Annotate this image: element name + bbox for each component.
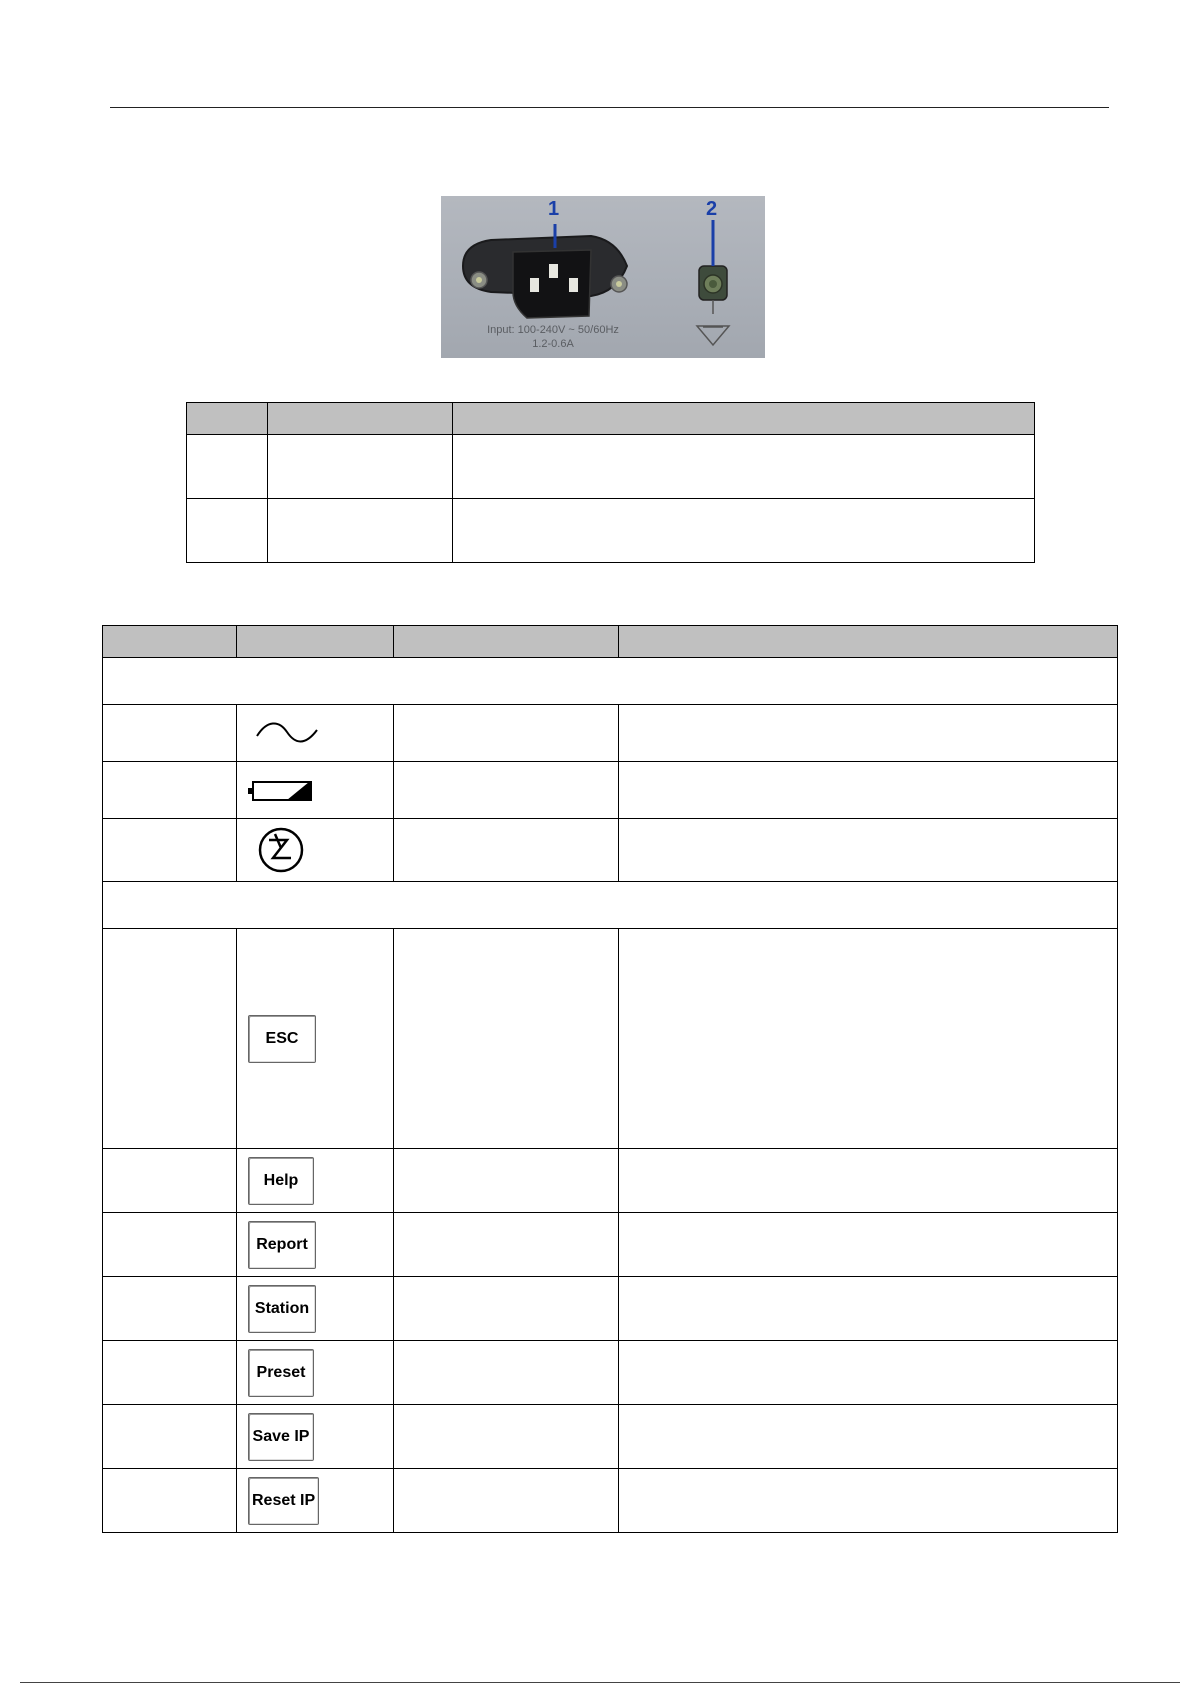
- table-header-row: [187, 403, 1035, 435]
- standby-icon: [257, 826, 307, 874]
- table-row: [103, 1277, 1118, 1341]
- table-row: [103, 819, 1118, 882]
- callout-1: 1: [548, 198, 560, 220]
- table-header-row: [103, 626, 1118, 658]
- help-key: Help: [248, 1157, 314, 1205]
- ac-power-symbol-icon: [253, 718, 323, 748]
- table-row: [103, 929, 1118, 1149]
- inlet-label-line2: 1.2-0.6A: [532, 338, 574, 350]
- header-rule: [110, 107, 1109, 108]
- save-ip-key: Save IP: [248, 1413, 314, 1461]
- header-cell: [453, 403, 1035, 435]
- footer-rule: [20, 1682, 1180, 1683]
- rear-panel-table: [186, 402, 1035, 563]
- table-row: [187, 499, 1035, 563]
- section-row: [103, 882, 1118, 929]
- front-panel-table: [102, 625, 1118, 1533]
- ground-symbol: [697, 326, 729, 345]
- preset-key: Preset: [248, 1349, 314, 1397]
- inlet-label-line1: Input: 100-240V ~ 50/60Hz: [487, 324, 619, 336]
- table-row: [103, 1149, 1118, 1213]
- callout-2: 2: [706, 198, 718, 220]
- table-row: [187, 435, 1035, 499]
- table-row: [103, 705, 1118, 762]
- table-row: [103, 1213, 1118, 1277]
- table-row: [103, 1341, 1118, 1405]
- table-row: [103, 1469, 1118, 1533]
- battery-icon: [247, 778, 317, 802]
- table-row: [103, 762, 1118, 819]
- station-key: Station: [248, 1285, 316, 1333]
- table-row: [103, 1405, 1118, 1469]
- rear-panel-photo: [441, 196, 765, 358]
- header-cell: [268, 403, 453, 435]
- header-cell: [187, 403, 268, 435]
- reset-ip-key: Reset IP: [248, 1477, 319, 1525]
- report-key: Report: [248, 1221, 316, 1269]
- esc-key: ESC: [248, 1015, 316, 1063]
- section-row: [103, 658, 1118, 705]
